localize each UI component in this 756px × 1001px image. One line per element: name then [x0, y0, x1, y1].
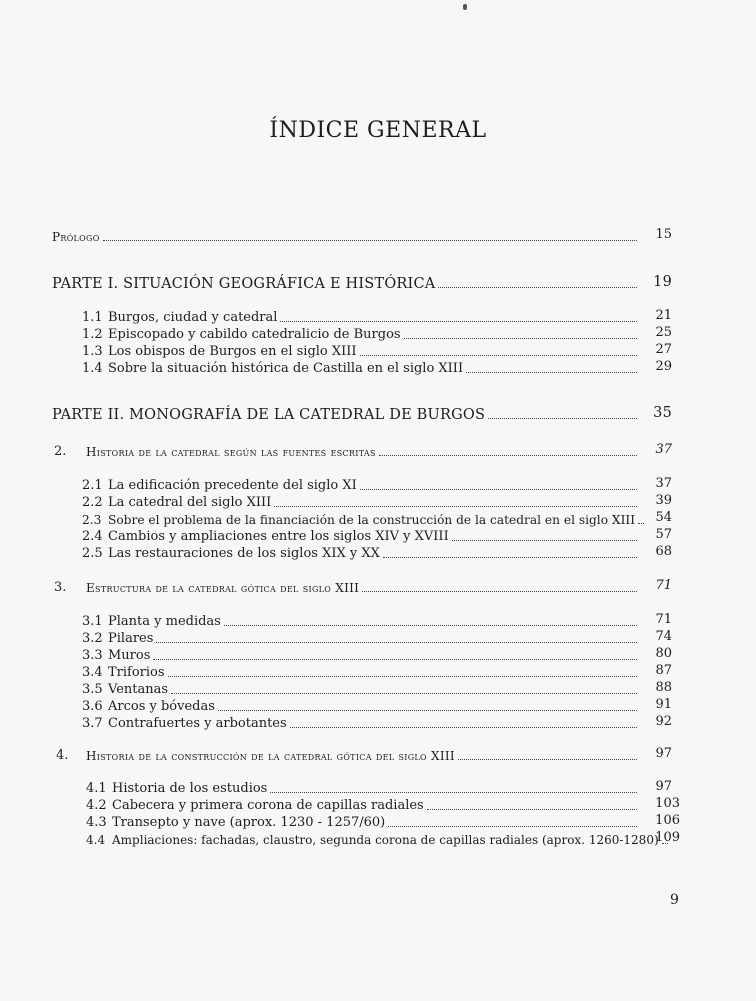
- toc-entry-number: 3.1: [82, 614, 103, 629]
- toc-entry-4-3[interactable]: [86, 813, 680, 831]
- toc-entry-number: 1.1: [82, 310, 103, 325]
- toc-entry-label: PARTE II. MONOGRAFÍA DE LA CATEDRAL DE BURGOS: [52, 407, 486, 423]
- toc-entry-parte-1[interactable]: [52, 274, 672, 292]
- toc-entry-3-4[interactable]: [82, 663, 672, 681]
- toc-entry-page: 71: [655, 578, 672, 593]
- toc-entry-label: Transepto y nave (aprox. 1230 - 1257/60): [112, 815, 386, 830]
- toc-entry-3-1[interactable]: [82, 612, 672, 630]
- toc-entry-label: Historia de los estudios: [112, 781, 268, 796]
- dot-leader: [404, 338, 637, 339]
- toc-entry-1-1[interactable]: [82, 308, 672, 326]
- toc-entry-number: 2.5: [82, 546, 103, 561]
- dot-leader: [218, 710, 637, 711]
- dot-leader: [360, 489, 637, 490]
- toc-entry-number: 1.4: [82, 361, 103, 376]
- toc-entry-label: Sobre la situación histórica de Castilla en el siglo XIII: [108, 361, 464, 376]
- toc-entry-label: Las restauraciones de los siglos XIX y XX: [108, 546, 380, 561]
- dot-leader: [383, 557, 637, 558]
- dot-leader: [290, 727, 637, 728]
- dot-leader: [224, 625, 637, 626]
- toc-entry-4-4[interactable]: [86, 830, 680, 848]
- toc-entry-prologo[interactable]: [52, 227, 672, 245]
- toc-entry-number: 2.: [54, 444, 67, 459]
- toc-entry-page: 27: [655, 342, 672, 357]
- toc-entry-number: 4.: [56, 748, 69, 763]
- toc-entry-label: Ventanas: [108, 682, 169, 697]
- dot-leader: [379, 455, 637, 456]
- toc-entry-2-5[interactable]: [82, 544, 672, 562]
- toc-entry-chapter-3[interactable]: [54, 578, 672, 596]
- toc-entry-label: La catedral del siglo XIII: [108, 495, 272, 510]
- toc-entry-page: 80: [655, 646, 672, 661]
- toc-entry-number: 3.4: [82, 665, 103, 680]
- toc-entry-page: 71: [655, 612, 672, 627]
- toc-entry-number: 1.2: [82, 327, 103, 342]
- toc-entry-label: Planta y medidas: [108, 614, 221, 629]
- dot-leader: [452, 540, 637, 541]
- dot-leader: [280, 321, 637, 322]
- toc-entry-chapter-4[interactable]: [56, 746, 672, 764]
- dot-leader: [362, 591, 637, 592]
- toc-entry-4-1[interactable]: [86, 779, 672, 797]
- toc-entry-number: 3.: [54, 580, 67, 595]
- toc-entry-1-3[interactable]: [82, 342, 672, 360]
- toc-entry-label: Estructura de la catedral gótica del siglo XIII: [86, 581, 360, 595]
- toc-entry-number: 2.4: [82, 529, 103, 544]
- toc-entry-parte-2[interactable]: [52, 405, 672, 423]
- toc-entry-2-1[interactable]: [82, 476, 672, 494]
- toc-entry-label: Cabecera y primera corona de capillas radiales: [112, 798, 424, 813]
- page-title: ÍNDICE GENERAL: [269, 118, 487, 143]
- toc-entry-page: 74: [655, 629, 672, 644]
- toc-entry-page: 37: [655, 442, 672, 457]
- toc-entry-number: 4.3: [86, 815, 107, 830]
- toc-entry-page: 35: [653, 405, 672, 421]
- dot-leader: [153, 659, 637, 660]
- toc-entry-label: Sobre el problema de la financiación de la construcción de la catedral en el siglo XIII: [108, 513, 636, 527]
- toc-entry-page: 91: [655, 697, 672, 712]
- dot-leader: [270, 792, 637, 793]
- toc-entry-page: 88: [655, 680, 672, 695]
- dot-leader: [488, 418, 637, 419]
- dot-leader: [274, 506, 637, 507]
- toc-entry-page: 68: [655, 544, 672, 559]
- toc-entry-label: Episcopado y cabildo catedralicio de Burgos: [108, 327, 401, 342]
- toc-entry-3-5[interactable]: [82, 680, 672, 698]
- toc-entry-label: Burgos, ciudad y catedral: [108, 310, 278, 325]
- toc-entry-page: 19: [653, 274, 672, 290]
- toc-entry-label: Arcos y bóvedas: [108, 699, 215, 714]
- toc-entry-1-4[interactable]: [82, 359, 672, 377]
- toc-entry-label: Contrafuertes y arbotantes: [108, 716, 287, 731]
- toc-entry-3-2[interactable]: [82, 629, 672, 647]
- toc-entry-number: 3.6: [82, 699, 103, 714]
- toc-entry-3-6[interactable]: [82, 697, 672, 715]
- dot-leader: [360, 355, 637, 356]
- toc-entry-number: 4.2: [86, 798, 107, 813]
- toc-entry-page: 29: [655, 359, 672, 374]
- dot-leader: [171, 693, 637, 694]
- toc-entry-3-7[interactable]: [82, 714, 672, 732]
- page-number: 9: [670, 892, 679, 908]
- toc-entry-page: 87: [655, 663, 672, 678]
- dot-leader: [168, 676, 637, 677]
- toc-entry-page: 57: [655, 527, 672, 542]
- dot-leader: [438, 287, 637, 288]
- toc-entry-page: 54: [655, 510, 672, 525]
- toc-entry-number: 4.4: [86, 833, 106, 847]
- toc-entry-2-4[interactable]: [82, 527, 672, 545]
- dot-leader: [103, 240, 637, 241]
- toc-entry-page: 103: [655, 796, 680, 811]
- toc-entry-label: PARTE I. SITUACIÓN GEOGRÁFICA E HISTÓRICA: [52, 276, 436, 292]
- toc-entry-page: 92: [655, 714, 672, 729]
- toc-entry-page: 39: [655, 493, 672, 508]
- toc-entry-chapter-2[interactable]: [54, 442, 672, 460]
- toc-entry-4-2[interactable]: [86, 796, 680, 814]
- toc-entry-label: Historia de la construcción de la catedral gótica del siglo XIII: [86, 749, 455, 763]
- toc-entry-number: 3.2: [82, 631, 103, 646]
- toc-entry-number: 2.3: [82, 513, 102, 527]
- toc-entry-number: 3.5: [82, 682, 103, 697]
- toc-entry-page: 97: [655, 779, 672, 794]
- dot-leader: [388, 826, 637, 827]
- toc-entry-label: Historia de la catedral según las fuentes escritas: [86, 445, 376, 459]
- toc-entry-3-3[interactable]: [82, 646, 672, 664]
- toc-entry-number: 1.3: [82, 344, 103, 359]
- toc-entry-number: 4.1: [86, 781, 107, 796]
- toc-entry-label: Ampliaciones: fachadas, claustro, segunda corona de capillas radiales (aprox. 1260-1280): [112, 833, 659, 847]
- toc-entry-page: 25: [655, 325, 672, 340]
- toc-entry-number: 3.3: [82, 648, 103, 663]
- toc-entry-page: 106: [655, 813, 680, 828]
- toc-entry-label: Cambios y ampliaciones entre los siglos XIV y XVIII: [108, 529, 449, 544]
- toc-entry-page: 21: [655, 308, 672, 323]
- toc-entry-label: Muros: [108, 648, 151, 663]
- toc-entry-1-2[interactable]: [82, 325, 672, 343]
- dot-leader: [466, 372, 637, 373]
- toc-entry-page: 97: [655, 746, 672, 761]
- toc-entry-page: 15: [655, 227, 672, 242]
- dot-leader: [156, 642, 637, 643]
- toc-entry-number: 2.2: [82, 495, 103, 510]
- toc-entry-label: Pilares: [108, 631, 154, 646]
- toc-entry-label: Prólogo: [52, 230, 100, 244]
- dot-leader: [458, 759, 637, 760]
- toc-entry-label: La edificación precedente del siglo XI: [108, 478, 357, 493]
- toc-entry-2-3[interactable]: [82, 510, 672, 528]
- toc-entry-label: Los obispos de Burgos en el siglo XIII: [108, 344, 357, 359]
- toc-entry-number: 3.7: [82, 716, 103, 731]
- toc-entry-number: 2.1: [82, 478, 103, 493]
- toc-entry-label: Triforios: [108, 665, 165, 680]
- toc-entry-page: 109: [655, 830, 680, 845]
- toc-entry-page: 37: [655, 476, 672, 491]
- dot-leader: [427, 809, 637, 810]
- toc-entry-2-2[interactable]: [82, 493, 672, 511]
